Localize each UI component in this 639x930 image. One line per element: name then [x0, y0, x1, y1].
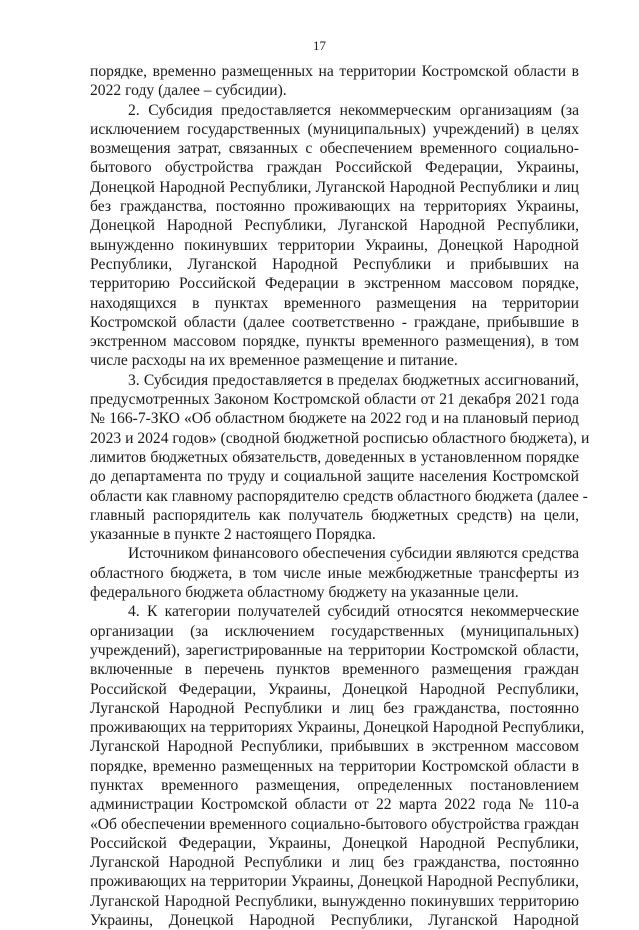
text-line: лимитов бюджетных обязательств, доведенных в установленном порядке	[90, 448, 579, 466]
text-line: 3. Субсидия предоставляется в пределах бюджетных ассигнований,	[128, 371, 579, 389]
text-line: федерального бюджета областному бюджету на указанные цели.	[90, 584, 519, 602]
text-line: учреждений), зарегистрированные на территории Костромской области,	[90, 641, 579, 659]
document-body	[90, 62, 590, 930]
text-line: порядке, временно размещенных на территории Костромской области в	[90, 757, 579, 775]
text-line: № 166-7-ЗКО «Об областном бюджете на 2022 год и на плановый период	[90, 410, 579, 428]
text-line: указанные в пункте 2 настоящего Порядка.	[90, 526, 376, 544]
paragraph-continuation	[90, 62, 579, 101]
text-line: администрации Костромской области от 22 марта 2022 года № 110-а	[90, 796, 579, 814]
text-line: 2023 и 2024 годов» (сводной бюджетной росписью областного бюджета), и	[90, 429, 590, 447]
text-line: Республики, Луганской Народной Республики и прибывших на	[90, 255, 579, 273]
text-line: порядке, временно размещенных на территории Костромской области в	[90, 63, 579, 80]
text-line: предусмотренных Законом Костромской области от 21 декабря 2021 года	[90, 391, 579, 409]
paragraph-item-4	[90, 602, 585, 930]
text-line: Луганской Народной Республики и лиц без гражданства, постоянно	[90, 699, 579, 717]
text-line: Донецкой Народной Республики, Луганской Народной Республики,	[90, 217, 579, 235]
page-number: 17	[313, 38, 326, 53]
text-line: Российской Федерации, Украины, Донецкой Народной Республики,	[90, 834, 579, 852]
text-line: Украины, Донецкой Народной Республики, Луганской Народной	[90, 912, 579, 930]
paragraph-funding-source	[90, 544, 579, 602]
text-line: включенные в перечень пунктов временного размещения граждан	[90, 661, 579, 679]
text-line: бытового обустройства граждан Российской Федерации, Украины,	[90, 159, 579, 177]
text-line: Российской Федерации, Украины, Донецкой Народной Республики,	[90, 680, 579, 698]
text-line: территорию Российской Федерации в экстренном массовом порядке,	[90, 275, 579, 293]
text-line: возмещения затрат, связанных с обеспечением временного социально-	[90, 140, 579, 158]
text-line: находящихся в пунктах временного размещения на территории	[90, 294, 579, 312]
text-line: 2022 году (далее – субсидии).	[90, 82, 287, 100]
text-line: Донецкой Народной Республики, Луганской Народной Республики и лиц	[90, 178, 579, 196]
text-line: Луганской Народной Республики и лиц без гражданства, постоянно	[90, 854, 579, 872]
text-line: областного бюджета, в том числе иные межбюджетные трансферты из	[90, 564, 579, 582]
text-line: главный распорядитель как получатель бюджетных средств) на цели,	[90, 506, 579, 524]
text-line: проживающих на территориях Украины, Донецкой Народной Республики,	[90, 719, 585, 737]
text-line: экстренном массовом порядке, пункты временного размещения), в том	[90, 333, 579, 351]
text-line: без гражданства, постоянно проживающих на территориях Украины,	[90, 198, 579, 216]
text-line: «Об обеспечении временного социально-бытового обустройства граждан	[90, 815, 579, 833]
paragraph-item-2	[90, 101, 579, 371]
text-line: проживающих на территории Украины, Донецкой Народной Республики,	[90, 873, 579, 891]
text-line: вынужденно покинувших территории Украины, Донецкой Народной	[90, 236, 579, 254]
text-line: 2. Субсидия предоставляется некоммерческим организациям (за	[128, 101, 579, 119]
paragraph-item-3	[90, 371, 590, 545]
text-line: до департамента по труду и социальной защите населения Костромской	[90, 468, 579, 486]
text-line: Источником финансового обеспечения субсидии являются средства	[128, 545, 579, 563]
text-line: области как главному распорядителю средств областного бюджета (далее -	[90, 487, 588, 505]
text-line: Костромской области (далее соответственно - граждане, прибывшие в	[90, 313, 579, 331]
text-line: 4. К категории получателей субсидий относятся некоммерческие	[128, 603, 579, 621]
text-line: Луганской Народной Республики, прибывших в экстренном массовом	[90, 738, 579, 756]
text-line: организации (за исключением государственных (муниципальных)	[90, 622, 579, 640]
text-line: исключением государственных (муниципальных) учреждений) в целях	[90, 120, 579, 138]
text-line: Луганской Народной Республики, вынужденно покинувших территорию	[90, 892, 579, 910]
text-line: пунктах временного размещения, определенных постановлением	[90, 776, 579, 794]
text-line: числе расходы на их временное размещение и питание.	[90, 352, 458, 370]
